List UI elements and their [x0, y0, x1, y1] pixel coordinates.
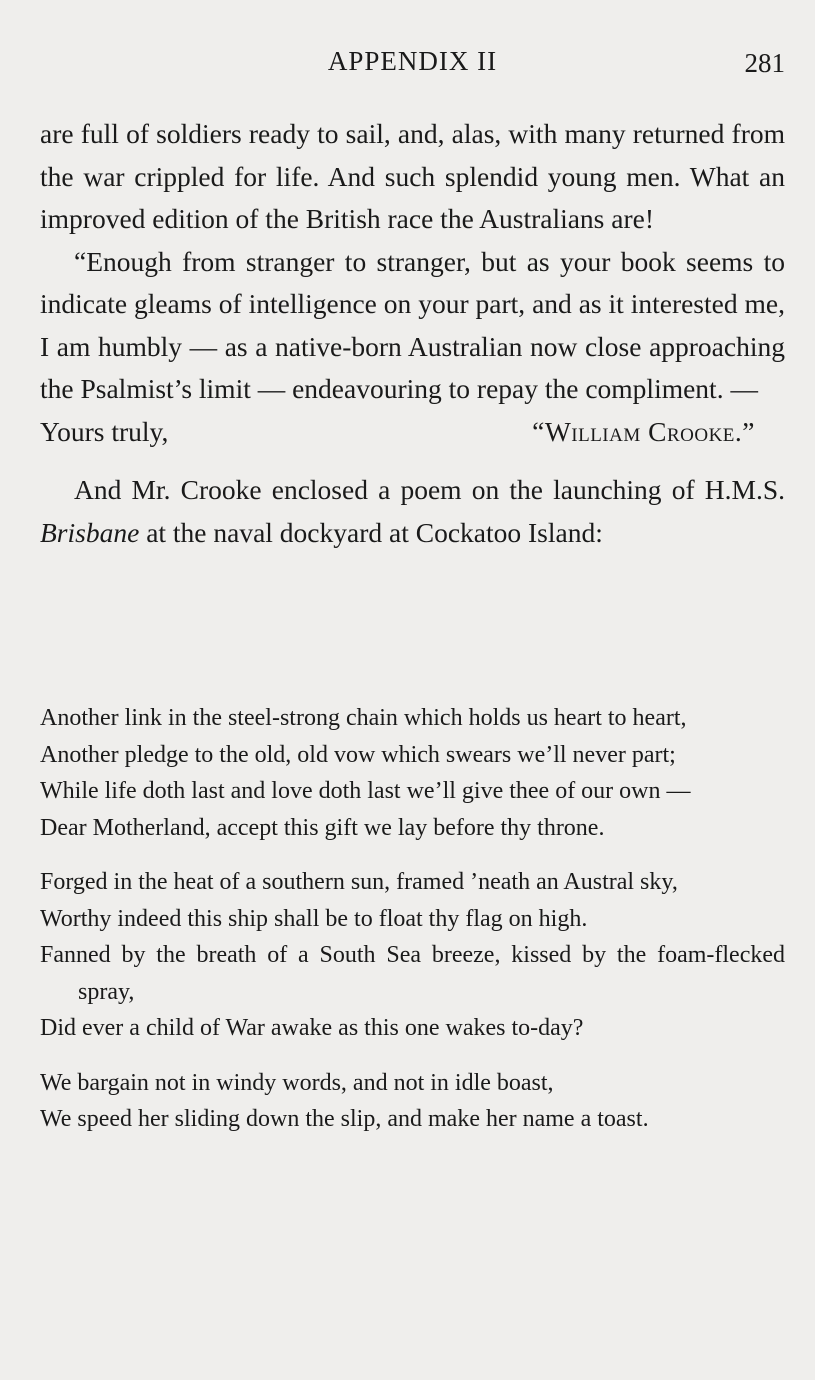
- poem-line: Fanned by the breath of a South Sea breeze, kissed by the foam-flecked spray,: [40, 942, 785, 1005]
- paragraph-continuation: are full of soldiers ready to sail, and, alas, with many returned from the war crippled for life. And such splendid young men. What an improved edition of the British race the Australians are!: [40, 118, 785, 234]
- poem-line: Dear Motherland, accept this gift we lay before thy throne.: [40, 814, 605, 841]
- letter-signoff: [40, 411, 785, 454]
- poem-stanza-2: [40, 864, 785, 1047]
- poem-line: Forged in the heat of a southern sun, framed ’neath an Austral sky,: [40, 869, 678, 895]
- poem-line: Worthy indeed this ship shall be to float thy flag on high.: [40, 905, 588, 932]
- intro-text-after: at the naval dockyard at Cockatoo Island:: [146, 516, 603, 548]
- running-title: APPENDIX II: [327, 46, 498, 76]
- page-number: 281: [744, 48, 785, 78]
- poem-line: Another pledge to the old, old vow which swears we’ll never part;: [40, 741, 676, 768]
- poem-stanza-3: [40, 1065, 785, 1138]
- closing-salutation: Yours truly,: [40, 415, 169, 447]
- poem-line: Another link in the steel-strong chain which holds us heart to heart,: [40, 705, 687, 731]
- poem-stanza-1: [40, 700, 785, 846]
- intro-text-before: And Mr. Crooke enclosed a poem on the launching of H.M.S.: [74, 474, 785, 505]
- paragraph-poem-intro: [40, 469, 785, 554]
- prose-body: [40, 113, 785, 554]
- poem-line: Did ever a child of War awake as this one wakes to-day?: [40, 1015, 584, 1041]
- poem: [40, 700, 785, 1156]
- page-header: [40, 46, 785, 86]
- paragraph-letter: “Enough from stranger to stranger, but as your book seems to indicate gleams of intelligence on your part, and as it interested me, I am humbly — as a native-born Australian now close approaching the Psalmist’s limit — endeavouring to repay the compliment. —: [40, 245, 785, 404]
- ship-name: Brisbane: [40, 516, 140, 548]
- poem-line: We bargain not in windy words, and not in idle boast,: [40, 1069, 554, 1096]
- signature: “William Crooke.”: [532, 415, 755, 447]
- poem-line: While life doth last and love doth last we’ll give thee of our own —: [40, 778, 691, 804]
- poem-line: We speed her sliding down the slip, and make her name a toast.: [40, 1106, 649, 1132]
